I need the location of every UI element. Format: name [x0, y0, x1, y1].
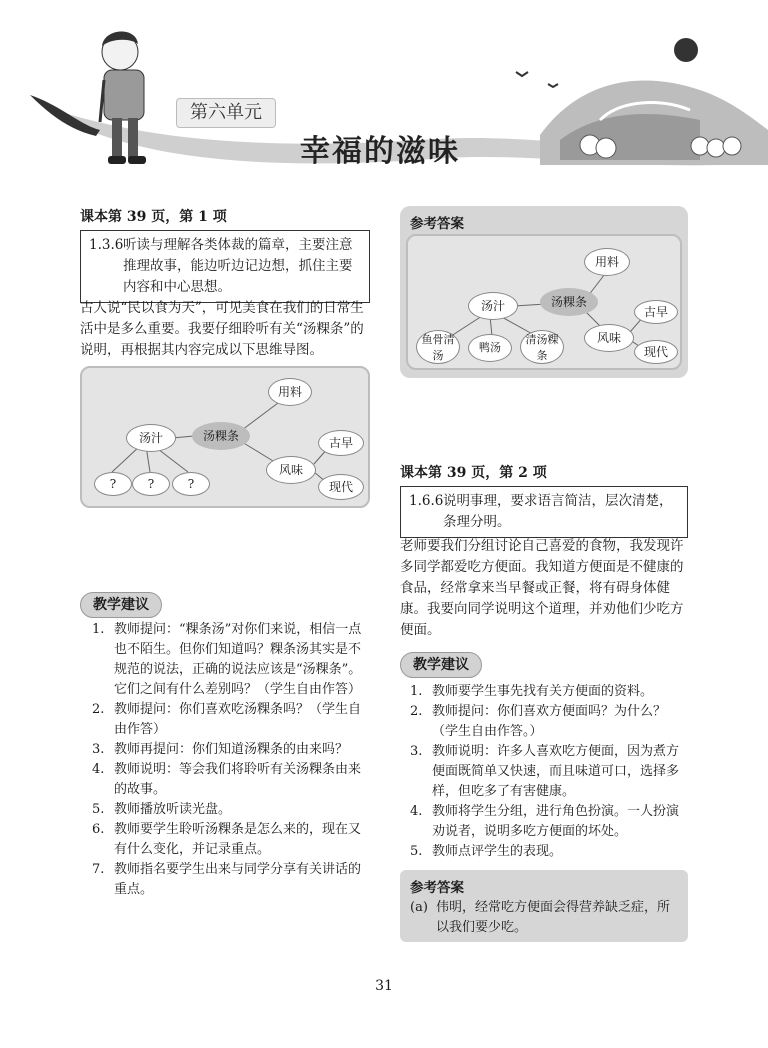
reference-answer-label: 参考答案 [410, 216, 464, 232]
teaching-tips-list-1 [92, 620, 368, 900]
answer-node-ingredients: 用料 [584, 248, 630, 276]
answer-center-node: 汤粿条 [540, 288, 598, 316]
teaching-tips-label-2: 教学建议 [400, 652, 482, 678]
mindmap-node-ingredients: 用料 [268, 378, 312, 406]
standard-code: 1.6.6 [409, 493, 444, 509]
learning-standard-box-2 [400, 486, 688, 538]
list-item: 2. 教师提问：你们喜欢吃汤粿条吗？（学生自由作答） [92, 702, 362, 737]
answer-node-modern: 现代 [634, 340, 678, 364]
list-item: 5. 教师点评学生的表现。 [410, 844, 563, 859]
answer-node-clear-soup: 清汤粿条 [520, 330, 564, 364]
standard-text: 说明事理，要求语言简洁，层次清楚，条理分明。 [443, 493, 673, 530]
unit-number-tag: 第六单元 [176, 98, 276, 128]
list-item: 3. 教师再提问：你们知道汤粿条的由来吗？ [92, 742, 349, 757]
mindmap-center-node: 汤粿条 [192, 422, 250, 450]
mindmap-exercise [80, 366, 370, 508]
answer-item-text: 伟明，经常吃方便面会得营养缺乏症，所以我们要少吃。 [436, 900, 671, 935]
list-item: 3. 教师说明：许多人喜欢吃方便面，因为煮方便面既简单又快速，而且味道可口，选择多样，但吃多了有害健康。 [410, 744, 680, 799]
answer-node-old: 古早 [634, 300, 678, 324]
list-item: 1. 教师要学生事先找有关方便面的资料。 [410, 684, 654, 699]
page-number: 31 [375, 978, 393, 994]
intro-paragraph-1: 古人说“民以食为天”，可见美食在我们的日常生活中是多么重要。我要仔细聆听有关“汤粿条”的说明，再根据其内容完成以下思维导图。 [80, 300, 364, 358]
mindmap-blank-node-1[interactable]: ? [94, 472, 132, 496]
unit-title: 幸福的滋味 [300, 134, 460, 169]
mindmap-node-modern: 现代 [318, 474, 364, 500]
intro-paragraph-2: 老师要我们分组讨论自己喜爱的食物，我发现许多同学都爱吃方便面。我知道方便面是不健康的食品，经常拿来当早餐或正餐，将有碍身体健康。我要向同学说明这个道理，并劝他们少吃方便面。 [400, 538, 684, 638]
teaching-tips-label-1: 教学建议 [80, 592, 162, 618]
mindmap-blank-node-3[interactable]: ? [172, 472, 210, 496]
mindmap-blank-node-2[interactable]: ? [132, 472, 170, 496]
mindmap-node-flavor: 风味 [266, 456, 316, 484]
list-item: 4. 教师说明：等会我们将聆听有关汤粿条由来的故事。 [92, 762, 362, 797]
reference-answer-panel-2 [400, 870, 688, 942]
reference-answer-label-2: 参考答案 [410, 880, 464, 896]
textbook-reference-2: 课本第 39 页，第 2 项 [400, 465, 547, 481]
list-item: 6. 教师要学生聆听汤粿条是怎么来的，现在又有什么变化，并记录重点。 [92, 822, 362, 857]
list-item: 5. 教师播放听读光盘。 [92, 802, 232, 817]
learning-standard-box-1 [80, 230, 370, 303]
textbook-reference-1: 课本第 39 页，第 1 项 [80, 209, 227, 225]
standard-text: 听读与理解各类体裁的篇章，主要注意推理故事，能边听边记边想，抓住主要内容和中心思想。 [123, 237, 353, 295]
standard-code: 1.3.6 [89, 237, 124, 253]
answer-node-soup: 汤汁 [468, 292, 518, 320]
reference-answer-panel-1 [400, 206, 688, 378]
reference-answer-item [410, 898, 682, 938]
mindmap-node-soup: 汤汁 [126, 424, 176, 452]
list-item: 7. 教师指名要学生出来与同学分享有关讲话的重点。 [92, 862, 362, 897]
answer-node-fish-broth: 鱼骨清汤 [416, 330, 460, 364]
list-item: 2. 教师提问：你们喜欢方便面吗？为什么？（学生自由作答。） [410, 704, 667, 739]
answer-item-label: (a) [410, 900, 428, 915]
mindmap-answer [406, 234, 682, 370]
answer-node-duck-soup: 鸭汤 [468, 334, 512, 362]
list-item: 1. 教师提问：“粿条汤”对你们来说，相信一点也不陌生。但你们知道吗？粿条汤其实是不规范的说法，正确的说法应该是“汤粿条”。它们之间有什么差别吗？（学生自由作答） [92, 622, 362, 697]
mindmap-node-old: 古早 [318, 430, 364, 456]
answer-node-flavor: 风味 [584, 324, 634, 352]
list-item: 4. 教师将学生分组，进行角色扮演。一人扮演劝说者，说明多吃方便面的坏处。 [410, 804, 680, 839]
teaching-tips-list-2 [410, 682, 690, 862]
